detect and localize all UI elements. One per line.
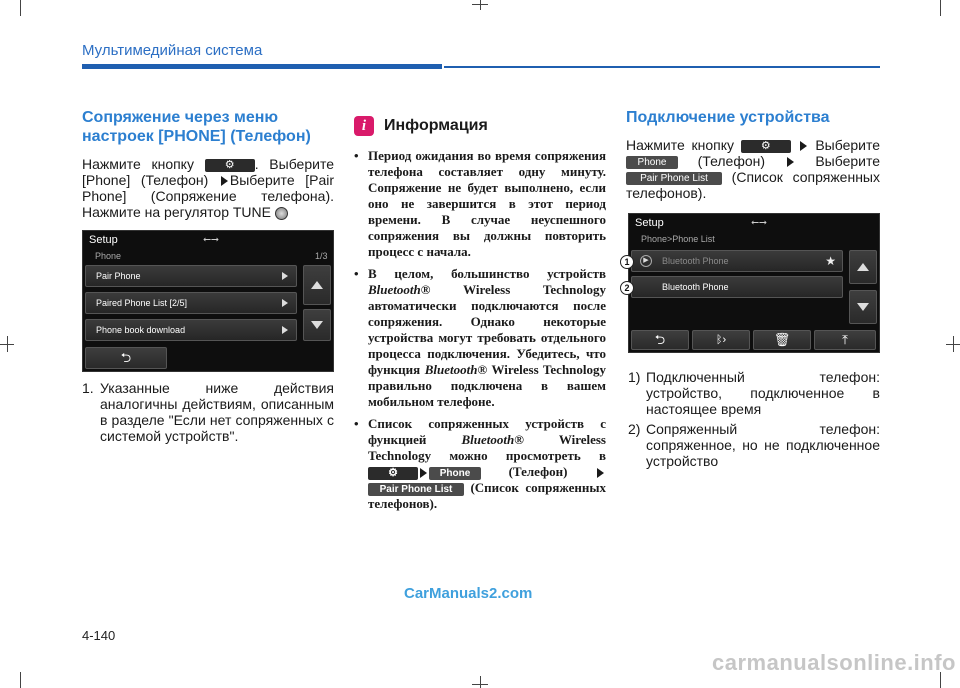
page-number: 4-140 — [82, 628, 116, 643]
chevron-right-icon — [282, 326, 288, 334]
phone-button-label: Phone — [429, 467, 481, 480]
crop-mark — [940, 0, 941, 16]
list-item: 1. Указанные ниже действия аналогичны действиям, описанным в разделе "Если нет сопряженных с системой устройств". — [82, 380, 334, 444]
scroll-down-button[interactable] — [303, 309, 331, 341]
phone-book-download-row[interactable]: Phone book download — [85, 319, 297, 341]
column-pairing-settings — [82, 108, 334, 448]
information-heading — [354, 116, 606, 138]
arrow-to-top-icon: ⤒ — [842, 332, 848, 347]
site-watermark: carmanualsonline.info — [712, 650, 956, 675]
list-item: • Период ожидания во время сопряжения телефона составляет одну минуту. Сопряжение не будет выполнено, если оно не завершится в этот период времени. В случае неуспешного сопряжения вы должны повторить процесс с начала. — [354, 148, 606, 260]
arrow-right-icon — [420, 468, 427, 478]
scroll-up-button[interactable] — [303, 265, 331, 305]
trash-icon: 🗑 — [773, 332, 791, 347]
information-title: Информация — [384, 117, 488, 134]
crop-mark — [480, 0, 481, 10]
setup-button-icon — [741, 140, 791, 153]
phone-list-screen — [628, 213, 880, 353]
connection-notes — [626, 369, 880, 469]
header-bar — [82, 64, 442, 69]
screen-title: Setup — [635, 217, 664, 229]
chevron-right-icon — [282, 299, 288, 307]
crop-mark — [20, 0, 21, 16]
back-arrow-icon: ⮌ — [654, 332, 666, 347]
setup-button-icon — [368, 467, 418, 480]
callout-badge-2: 2 — [620, 281, 634, 295]
arrow-down-icon — [857, 303, 869, 311]
pairing-instructions: Нажмите кнопку ⚙ . Выберите [Phone] (Телефон) Выберите [Pair Phone] (Сопряжение телефона). Нажмите на регулятор TUNE — [82, 156, 334, 220]
crop-mark — [472, 684, 488, 685]
screen-subtitle: Phone — [95, 251, 122, 261]
usb-icon: ⭠⭢ — [751, 217, 767, 228]
information-list — [354, 148, 606, 512]
list-item: 2) Сопряженный телефон: сопряженное, но не подключенное устройство — [628, 421, 880, 469]
delete-button[interactable] — [753, 330, 811, 350]
move-top-button[interactable] — [814, 330, 876, 350]
back-button[interactable] — [631, 330, 689, 350]
crop-mark — [480, 676, 481, 688]
pairing-settings-title: Сопряжение через меню настроек [PHONE] (Телефон) — [82, 109, 311, 145]
tune-knob-icon — [275, 207, 288, 220]
arrow-up-icon — [857, 263, 869, 271]
usb-icon: ⭠⭢ — [203, 234, 219, 245]
list-item: • В целом, большинство устройств Bluetooth® Wireless Technology автоматически подключаются после сопряжения. Однако некоторые устройства могут требовать отдельного процесса подключения. Убедитесь, что функция Bluetooth® Wireless Technology правильно подключена в вашем мобильном телефоне. — [354, 266, 606, 410]
list-item: 1) Подключенный телефон: устройство, подключенное в настоящее время — [628, 369, 880, 417]
arrow-down-icon — [311, 321, 323, 329]
crop-mark — [20, 672, 21, 688]
back-arrow-icon: ⮌ — [120, 350, 132, 365]
star-icon: ★ — [825, 254, 836, 268]
carmanuals-watermark[interactable]: CarManuals2.com — [404, 585, 533, 602]
arrow-up-icon — [311, 281, 323, 289]
phone-list-figure — [626, 213, 880, 353]
callout-badge-1: 1 — [620, 255, 634, 269]
arrow-right-icon — [597, 468, 604, 478]
bluetooth-connect-button[interactable] — [692, 330, 750, 350]
screen-title: Setup — [89, 234, 118, 246]
pair-phone-list-button-label: Pair Phone List — [368, 483, 464, 496]
paired-phone-list-row[interactable]: Paired Phone List [2/5] — [85, 292, 297, 314]
connected-phone-row[interactable]: ▶ Bluetooth Phone ★ — [631, 250, 843, 272]
setup-phone-screen — [82, 230, 334, 372]
play-icon: ▶ — [640, 255, 652, 267]
section-header: Мультимедийная система — [82, 42, 263, 59]
arrow-right-icon — [800, 141, 807, 151]
device-connection-title: Подключение устройства — [626, 109, 830, 126]
info-icon: i — [354, 116, 374, 136]
column-information — [354, 116, 606, 518]
pair-phone-list-button-label: Pair Phone List — [626, 172, 722, 185]
scroll-up-button[interactable] — [849, 250, 877, 284]
phone-button-label: Phone — [626, 156, 678, 169]
back-button[interactable] — [85, 347, 167, 369]
chevron-right-icon — [282, 272, 288, 280]
header-rule — [444, 66, 880, 68]
setup-button-icon — [205, 159, 255, 172]
column-device-connection — [626, 108, 880, 473]
crop-mark — [7, 336, 8, 352]
crop-mark — [472, 4, 488, 5]
bluetooth-icon: ᛒ› — [715, 334, 727, 346]
connection-instructions: Нажмите кнопку ⚙ Выберите Phone (Телефон) Выберите Pair Phone List (Список сопряженных телефонов). — [626, 137, 880, 201]
arrow-right-icon — [787, 157, 794, 167]
pair-phone-row[interactable]: Pair Phone — [85, 265, 297, 287]
crop-mark — [953, 336, 954, 352]
list-item: • Список сопряженных устройств с функцией Bluetooth® Wireless Technology можно просмотреть в ⚙Phone (Телефон) Pair Phone List (Список сопряженных телефонов). — [354, 416, 606, 512]
screen-subtitle: Phone>Phone List — [641, 234, 715, 244]
arrow-right-icon — [221, 176, 228, 186]
pairing-notes — [82, 380, 334, 444]
scroll-down-button[interactable] — [849, 290, 877, 324]
screen-page: 1/3 — [315, 251, 328, 261]
paired-phone-row[interactable]: Bluetooth Phone — [631, 276, 843, 298]
